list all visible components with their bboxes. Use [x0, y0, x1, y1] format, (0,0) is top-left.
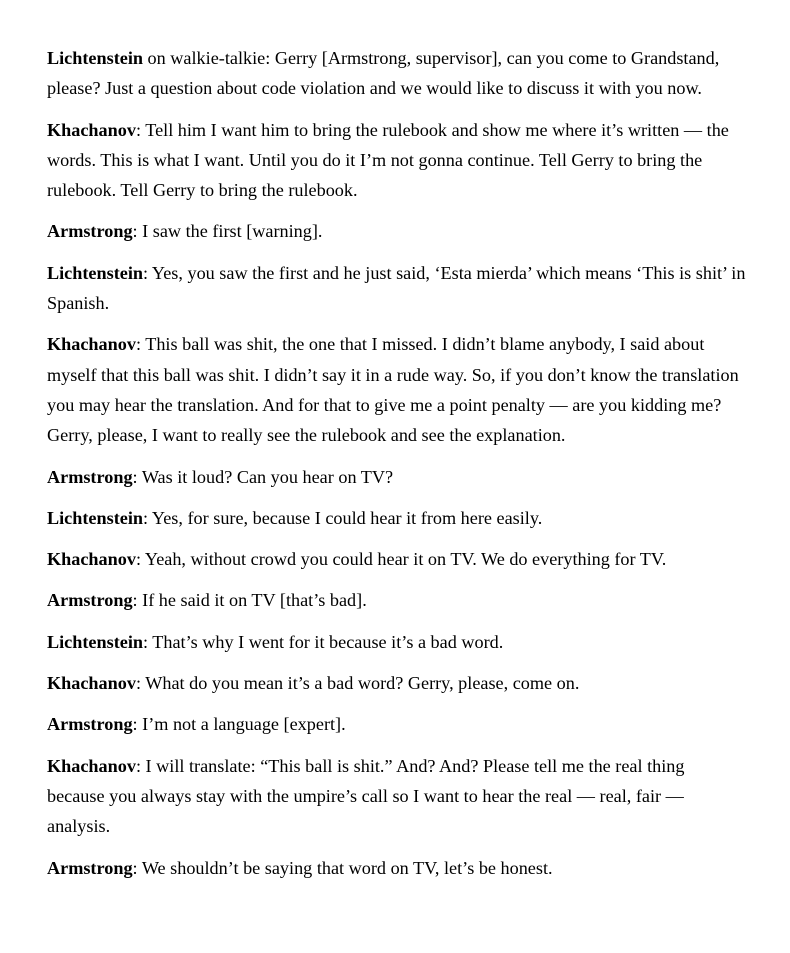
speech-text: : If he said it on TV [that’s bad].	[132, 590, 367, 611]
speaker-name: Khachanov	[47, 755, 136, 776]
transcript-paragraph	[47, 503, 746, 533]
speech-text: : Was it loud? Can you hear on TV?	[132, 466, 394, 487]
speech-text: : I’m not a language [expert].	[132, 714, 346, 735]
speech-text: : Yes, you saw the first and he just said, ‘Esta mierda’ which means ‘This is shit’ in Spanish.	[47, 262, 746, 314]
transcript-paragraph	[47, 115, 746, 206]
speaker-name: Armstrong	[47, 857, 133, 878]
speaker-name: Khachanov	[47, 119, 136, 140]
speech-text: : That’s why I went for it because it’s a bad word.	[143, 631, 504, 652]
speaker-name: Khachanov	[47, 334, 136, 355]
transcript-paragraph	[47, 627, 746, 657]
speaker-name: Lichtenstein	[47, 507, 143, 528]
speech-text: : What do you mean it’s a bad word? Gerry, please, come on.	[135, 673, 580, 694]
speaker-name: Khachanov	[47, 673, 136, 694]
speaker-name: Armstrong	[47, 590, 133, 611]
transcript-paragraph	[47, 751, 746, 842]
transcript-paragraph	[47, 853, 746, 883]
speech-text: : I saw the first [warning].	[132, 221, 323, 242]
speaker-name: Lichtenstein	[47, 631, 143, 652]
transcript-paragraph	[47, 258, 746, 319]
transcript-paragraph	[47, 216, 746, 246]
speaker-name: Lichtenstein	[47, 48, 143, 68]
transcript-paragraph	[47, 585, 746, 615]
transcript-paragraph	[47, 709, 746, 739]
speaker-name: Armstrong	[47, 466, 133, 487]
speech-text: : I will translate: “This ball is shit.” And? And? Please tell me the real thing because you always stay with the umpire’s call so I want to hear the real — real, fair — analysis.	[47, 755, 685, 837]
transcript-paragraph	[47, 43, 746, 104]
speaker-name: Armstrong	[47, 221, 133, 242]
speaker-name: Lichtenstein	[47, 262, 143, 283]
speech-text: : Yes, for sure, because I could hear it from here easily.	[143, 507, 543, 528]
transcript-paragraph	[47, 668, 746, 698]
transcript-paragraph	[47, 544, 746, 574]
speech-text: : This ball was shit, the one that I missed. I didn’t blame anybody, I said about myself that this ball was shit. I didn’t say it in a rude way. So, if you don’t know the translation you may hear the translation. And for that to give me a point penalty — are you kidding me? Gerry, please, I want to really see the rulebook and see the explanation.	[47, 334, 739, 446]
speech-text: : Yeah, without crowd you could hear it on TV. We do everything for TV.	[135, 549, 667, 570]
transcript-paragraph	[47, 329, 746, 450]
transcript-paragraph	[47, 462, 746, 492]
speech-text: : Tell him I want him to bring the rulebook and show me where it’s written — the words. This is what I want. Until you do it I’m not gonna continue. Tell Gerry to bring the rulebook. Tell Gerry to bring the rulebook.	[47, 119, 729, 201]
speaker-name: Khachanov	[47, 549, 136, 570]
speech-text: on walkie-talkie: Gerry [Armstrong, supervisor], can you come to Grandstand, please? Just a question about code violation and we would like to discuss it with you now.	[47, 48, 720, 99]
speech-text: : We shouldn’t be saying that word on TV, let’s be honest.	[132, 857, 553, 878]
speaker-name: Armstrong	[47, 714, 133, 735]
